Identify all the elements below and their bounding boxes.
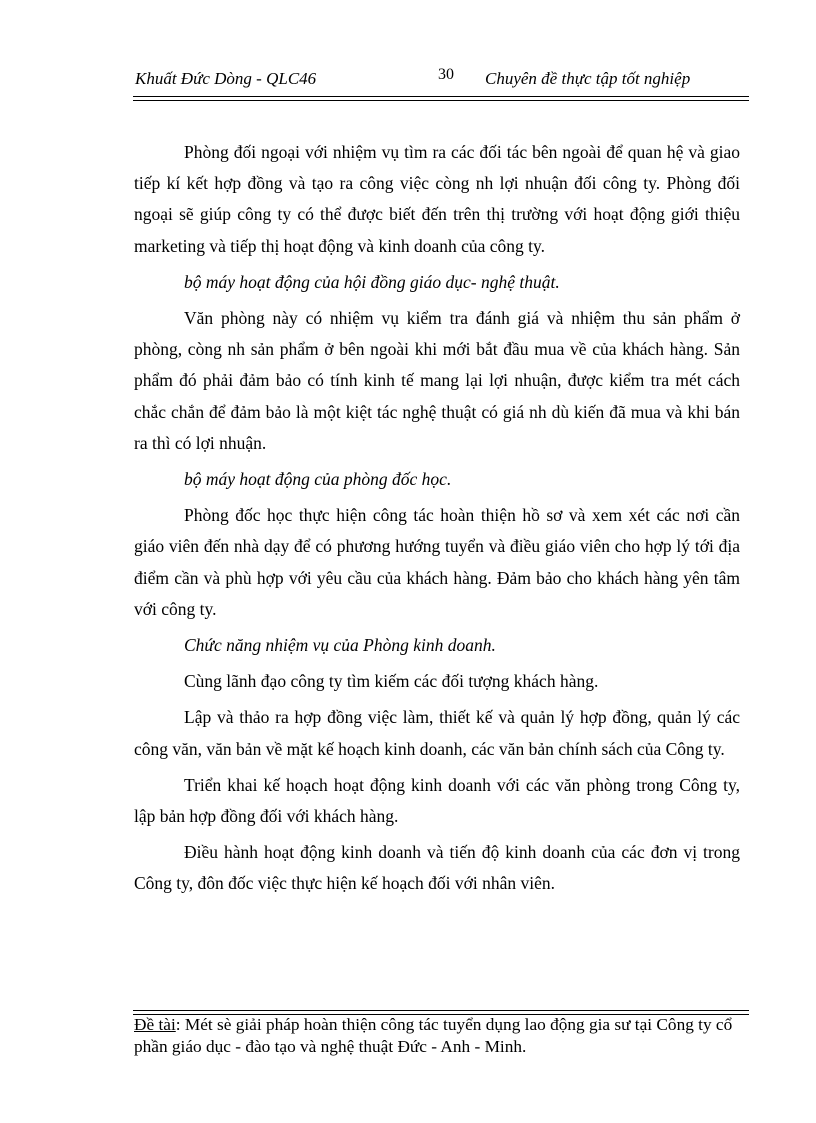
footer-topic: : Mét sè giải pháp hoàn thiện công tác tuyển dụng lao động gia sư tại Công ty cổ phần giáo dục - đào tạo và nghệ thuật Đức - Anh - Minh. (134, 1015, 733, 1056)
footer-label: Đề tài (134, 1015, 176, 1034)
heading-business-department: Chức năng nhiệm vụ của Phòng kinh doanh. (184, 635, 496, 656)
paragraph-supervision-office: Phòng đốc học thực hiện công tác hoàn thiện hồ sơ và xem xét các nơi cần giáo viên đến nhà dạy để có phương hướng tuyển và điều giáo viên cho hợp lý tới địa điểm cần và phù hợp với yêu cầu của khách hàng. Đảm bảo cho khách hàng yên tâm với công ty. (134, 505, 740, 619)
paragraph-business-1: Cùng lãnh đạo công ty tìm kiếm các đối tượng khách hàng. (184, 671, 599, 692)
paragraph-business-3: Triển khai kế hoạch hoạt động kinh doanh với các văn phòng trong Công ty, lập bản hợp đồng đối với khách hàng. (134, 774, 740, 827)
footer-rule-top (133, 1010, 749, 1011)
header-rule-bottom (133, 100, 749, 101)
paragraph-art-council: Văn phòng này có nhiệm vụ kiểm tra đánh giá và nhiệm thu sản phẩm ở phòng, còng nh sản phẩm ở bên ngoài khi mới bắt đầu mua về của khách hàng. Sản phẩm đó phải đảm bảo có tính kinh tế mang lại lợi nhuận, được kiểm tra mét cách chắc chắn để đảm bảo là một kiệt tác nghệ thuật có giá nh dù kiến đã mua và khi bán ra thì có lợi nhuận. (134, 308, 740, 453)
paragraph-business-4: Điều hành hoạt động kinh doanh và tiến độ kinh doanh của các đơn vị trong Công ty, đôn đốc việc thực hiện kế hoạch đối với nhân viên. (134, 842, 740, 894)
page-header (133, 66, 749, 92)
header-document-type: Chuyên đề thực tập tốt nghiệp (485, 69, 691, 88)
paragraph-foreign-affairs: Phòng đối ngoại với nhiệm vụ tìm ra các đối tác bên ngoài để quan hệ và giao tiếp kí kết hợp đồng và tạo ra công việc còng nh lợi nhuận đối công ty. Phòng đối ngoại sẽ giúp công ty có thể được biết đến trên thị trường với hoạt động giới thiệu marketing và tiếp thị hoạt động và kinh doanh của công ty. (134, 142, 740, 256)
header-rule-top (133, 96, 749, 97)
page-number: 30 (438, 66, 454, 83)
heading-supervision-office: bộ máy hoạt động của phòng đốc học. (184, 469, 452, 490)
body-content (134, 137, 740, 905)
heading-art-council: bộ máy hoạt động của hội đồng giáo dục- nghệ thuật. (184, 271, 560, 292)
header-author: Khuất Đức Dòng - QLC46 (135, 69, 317, 88)
paragraph-business-2: Lập và thảo ra hợp đồng việc làm, thiết kế và quản lý hợp đồng, quản lý các công văn, văn bản về mặt kế hoạch kinh doanh, các văn bản chính sách của Công ty. (134, 707, 740, 759)
page-footer (134, 1014, 740, 1058)
